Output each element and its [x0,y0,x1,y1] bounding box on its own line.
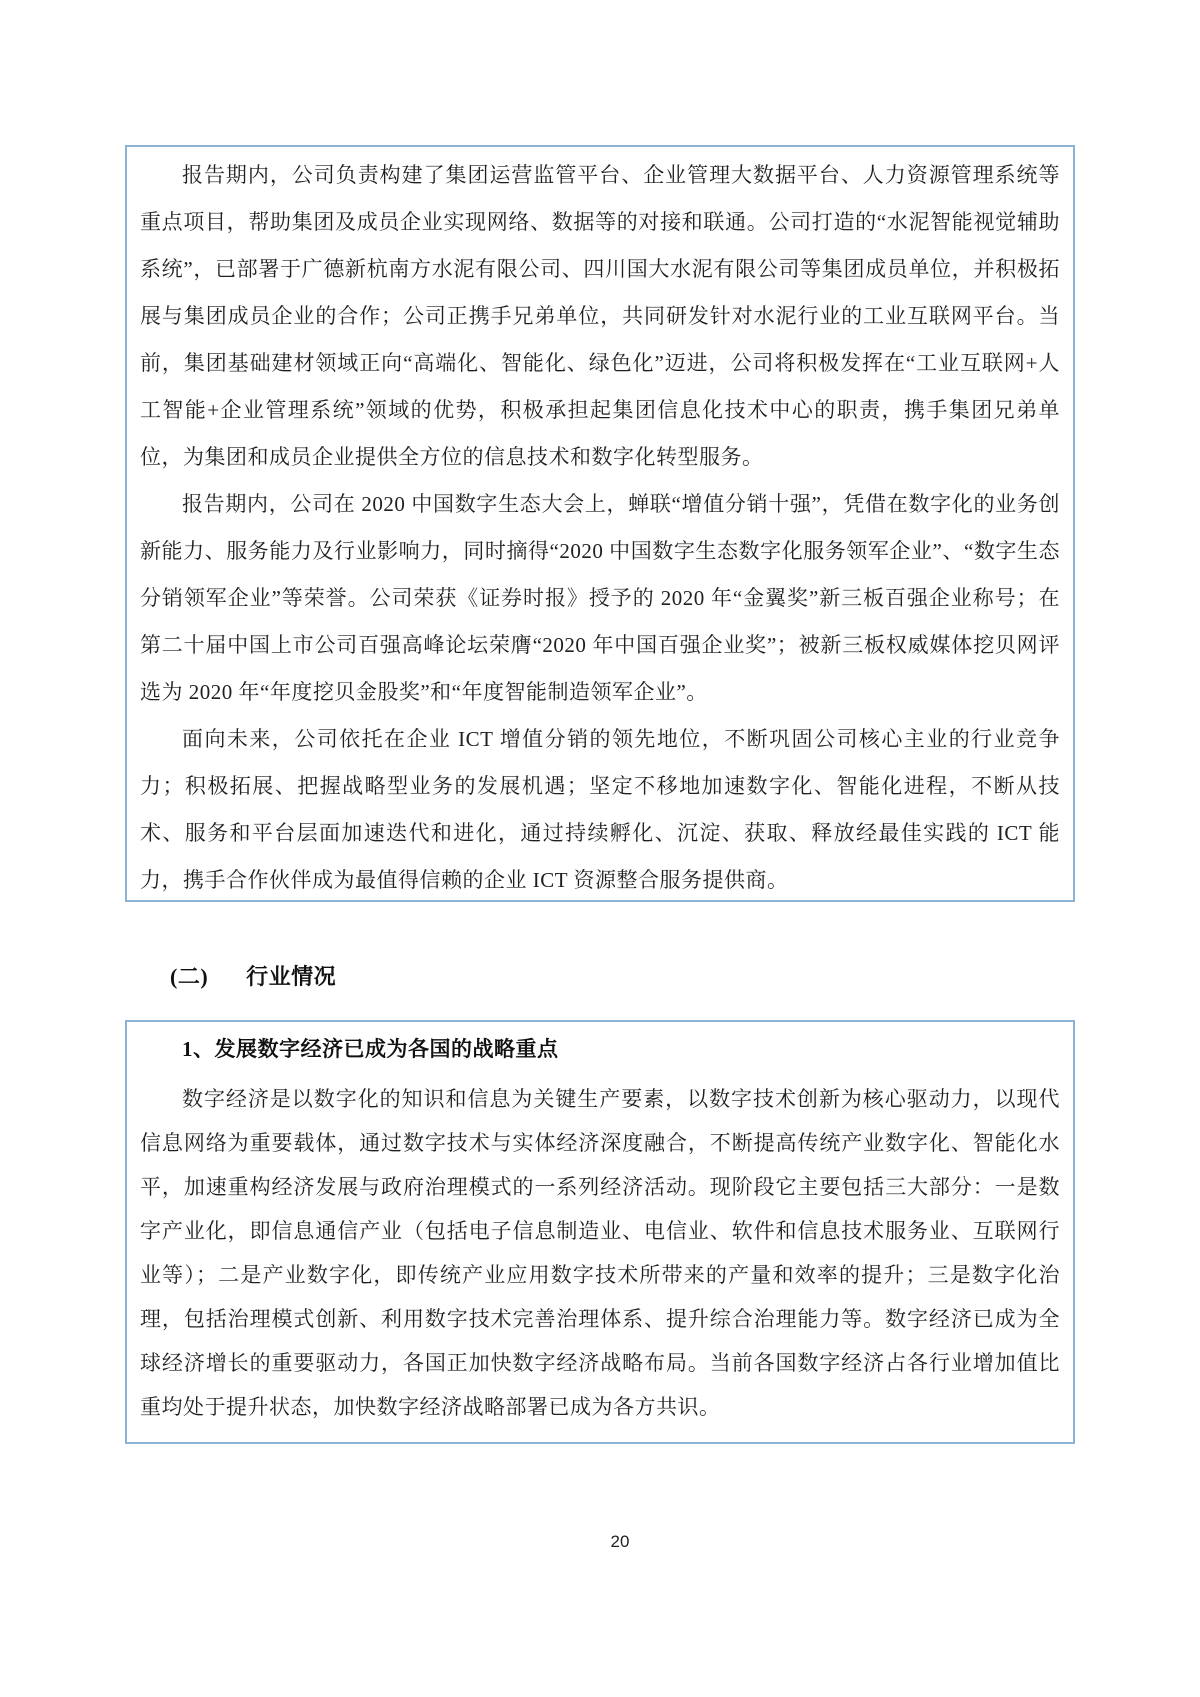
business-review-textbox [125,145,1075,902]
paragraph-digital-economy: 数字经济是以数字化的知识和信息为关键生产要素，以数字技术创新为核心驱动力，以现代信息网络为重要载体，通过数字技术与实体经济深度融合，不断提高传统产业数字化、智能化水平，加速重构经济发展与政府治理模式的一系列经济活动。现阶段它主要包括三大部分：一是数字产业化，即信息通信产业（包括电子信息制造业、电信业、软件和信息技术服务业、互联网行业等）；二是产业数字化，即传统产业应用数字技术所带来的产量和效率的提升；三是数字化治理，包括治理模式创新、利用数字技术完善治理体系、提升综合治理能力等。数字经济已成为全球经济增长的重要驱动力，各国正加快数字经济战略布局。当前各国数字经济占各行业增加值比重均处于提升状态，加快数字经济战略部署已成为各方共识。 [140,1087,1060,1419]
industry-overview-textbox [125,1020,1075,1444]
section-heading-industry [170,960,336,991]
paragraph-awards: 报告期内，公司在 2020 中国数字生态大会上，蝉联“增值分销十强”，凭借在数字化的业务创新能力、服务能力及行业影响力，同时摘得“2020 中国数字生态数字化服务领军企业”、“数字生态分销领军企业”等荣誉。公司荣获《证券时报》授予的 2020 年“金翼奖”新三板百强企业称号；在第二十届中国上市公司百强高峰论坛荣膺“2020 年中国百强企业奖”；被新三板权威媒体挖贝网评选为 2020 年“年度挖贝金股奖”和“年度智能制造领军企业”。 [140,492,1060,704]
paragraph-report-platforms: 报告期内，公司负责构建了集团运营监管平台、企业管理大数据平台、人力资源管理系统等重点项目，帮助集团及成员企业实现网络、数据等的对接和联通。公司打造的“水泥智能视觉辅助系统”，已部署于广德新杭南方水泥有限公司、四川国大水泥有限公司等集团成员单位，并积极拓展与集团成员企业的合作；公司正携手兄弟单位，共同研发针对水泥行业的工业互联网平台。当前，集团基础建材领域正向“高端化、智能化、绿色化”迈进，公司将积极发挥在“工业互联网+人工智能+企业管理系统”领域的优势，积极承担起集团信息化技术中心的职责，携手集团兄弟单位，为集团和成员企业提供全方位的信息技术和数字化转型服务。 [140,163,1060,469]
paragraph-outlook: 面向未来，公司依托在企业 ICT 增值分销的领先地位，不断巩固公司核心主业的行业竞争力；积极拓展、把握战略型业务的发展机遇；坚定不移地加速数字化、智能化进程，不断从技术、服务和平台层面加速迭代和进化，通过持续孵化、沉淀、获取、释放经最佳实践的 ICT 能力，携手合作伙伴成为最值得信赖的企业 ICT 资源整合服务提供商。 [140,727,1060,892]
page-number: 20 [610,1532,630,1551]
section-title: 行业情况 [246,964,337,989]
section-number: (二) [170,964,209,989]
subsection-heading-digital-economy: 1、发展数字经济已成为各国的战略重点 [182,1037,559,1061]
page-footer [0,1532,1200,1552]
